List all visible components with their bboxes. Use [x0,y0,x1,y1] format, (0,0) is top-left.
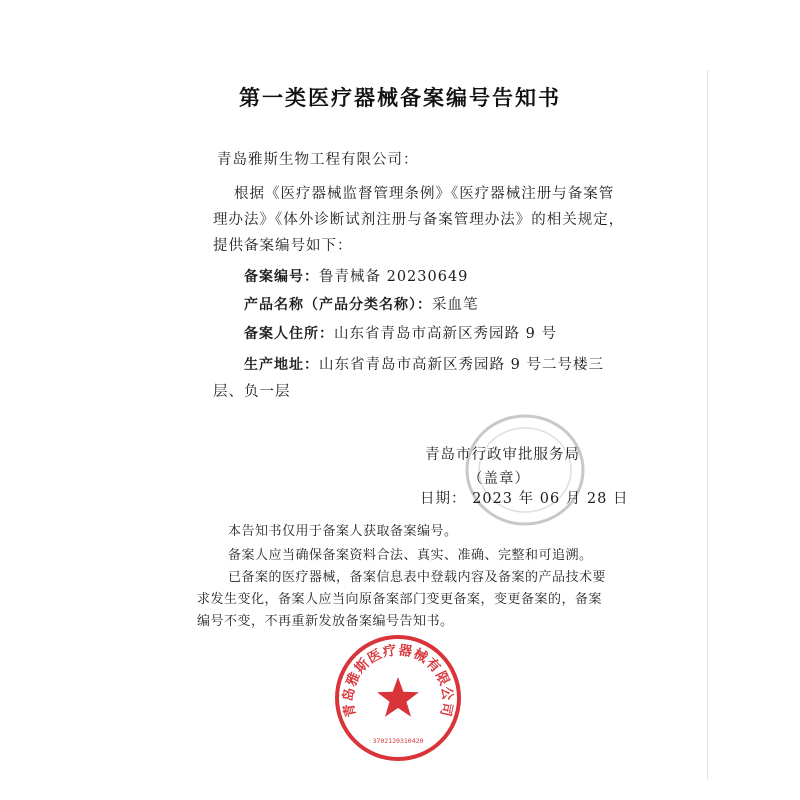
date-day: 28 [586,491,608,507]
date-year: 2023 [472,491,514,507]
seal-note: （盖章） [468,471,530,487]
record-number-value: 鲁青械备 20230649 [319,269,469,285]
company-seal-text: 青岛雅斯医疗器械有限公司 [340,642,456,719]
note-line-1: 本告知书仅用于备案人获取备案编号。 [228,524,458,539]
date-month: 06 [539,491,561,507]
product-name-label: 产品名称（产品分类名称）： [244,297,432,313]
product-name-value: 采血笔 [432,297,479,313]
company-seal-number: 3702120310420 [372,737,424,745]
date-day-unit: 日 [612,491,629,507]
document-title: 第一类医疗器械备案编号告知书 [239,86,561,110]
scan-edge-line [707,70,708,780]
issue-date [420,487,628,508]
body-line-1: 根据《医疗器械监督管理条例》《医疗器械注册与备案管 [234,186,615,202]
date-label: 日期： [420,491,467,507]
production-address-label: 生产地址： [244,357,319,373]
record-number-row [244,265,468,286]
note-line-5: 编号不变，不再重新发放备案编号告知书。 [197,614,454,629]
date-year-unit: 年 [518,491,535,507]
production-address-value-1: 山东省青岛市高新区秀园路 9 号二号楼三 [319,357,604,373]
note-line-3: 已备案的医疗器械，备案信息表中登载内容及备案的产品技术要 [228,570,607,585]
record-number-label: 备案编号： [244,269,319,285]
date-month-unit: 月 [565,491,582,507]
issuer-name: 青岛市行政审批服务局 [425,447,580,463]
body-line-3: 提供备案编号如下： [213,238,353,254]
residence-label: 备案人住所： [244,326,334,342]
residence-value: 山东省青岛市高新区秀园路 9 号 [334,326,557,342]
product-name-row [244,293,479,314]
residence-row [244,322,557,343]
note-line-2: 备案人应当确保备案资料合法、真实、准确、完整和可追溯。 [228,548,593,563]
production-address-value-2: 层、负一层 [213,384,291,400]
addressee: 青岛雅斯生物工程有限公司： [217,152,419,168]
company-seal [333,633,463,763]
note-line-4: 求发生变化，备案人应当向原备案部门变更备案，变更备案的，备案 [197,592,603,607]
production-address-row [244,353,604,374]
body-line-2: 理办法》《体外诊断试剂注册与备案管理办法》的相关规定， [213,212,625,228]
seal-star-icon [377,677,419,717]
